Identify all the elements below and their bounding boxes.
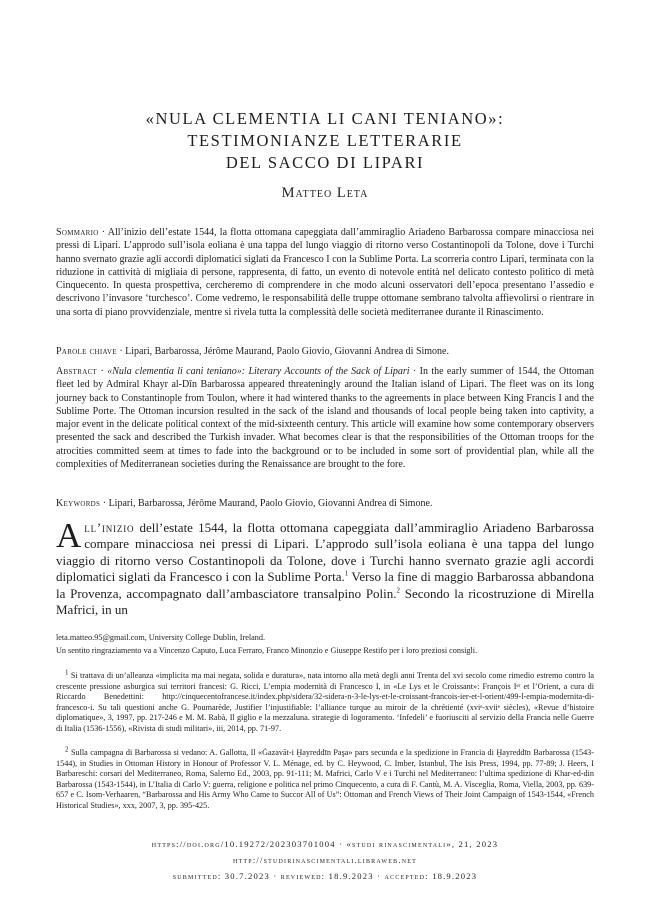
parole-chiave-line bbox=[56, 345, 594, 358]
sommario-text: · All’inizio dell’estate 1544, la flotta ottomana capeggiata dall’ammiraglio Ariadeno Barbarossa compare minacciosa nei pressi di Lipari. L’approdo sull’isola eoliana è una tappa del lungo viaggio di ritorno verso Costantinopoli da Tolone, dove i Turchi hanno svernato grazie agli accordi diplomatici siglati da Francesco I con la Sublime Porta. La scorreria contro Lipari, terminata con la riduzione in cattività di migliaia di persone, rappresenta, di fatto, un evento di notevole entità nel delicato contesto politico di metà Cinquecento. In questa prospettiva, cercheremo di comprendere in che modo alcuni osservatori dell’epoca presentano l’assedio e descrivono l’invasore ‘turchesco’. Come vedremo, le responsabilità delle truppe ottomane sembrano talvolta affievolirsi o rientrare in una sorta di piano provvidenziale, mentre si rivela tutta la complessità delle società mediterranee durante il Rinascimento. bbox=[56, 227, 594, 318]
footnote-1 bbox=[56, 668, 594, 735]
keywords-line bbox=[56, 497, 594, 510]
sommario-label: Sommario bbox=[56, 227, 99, 238]
footnote-2-text: Sulla campagna di Barbarossa si vedano: A. Gallotta, Il «Ġazavāt-i Ḫayreddīn Paşa» pars secunda e la spedizione in Francia di Ḫayreddīn Barbarossa (1543-1544), in Studies in Ottoman History in Honour of Professor V. L. Ménage, ed. by C. Heywood, C. Imber, Istanbul, The Isis Press, 1994, pp. 77-89; J. Heers, I Barbareschi: corsari del Mediterraneo, Roma, Salerno Ed., 2003, pp. 91-111; M. Mafrici, Carlo V e i Turchi nel Mediterraneo: l’ultima spedizione di Khar-ed-din Barbarossa (1543-1544), in L’Italia di Carlo V: guerra, religione e politica nel primo Cinquecento, a cura di F. Cantù, M. A. Visceglia, Roma, Viella, 2003, pp. 639-657 e C. Isom-Verhaaren, “Barbarossa and His Army Who Came to Succor All of Us”: Ottoman and French Views of Their Joint Campaign of 1543-1544, «French Historical Studies», xxx, 2007, 3, pp. 395-425. bbox=[56, 748, 594, 810]
abstract-title: «Nula clementia li cani teniano»: Literary Accounts of the Sack of Lipari bbox=[107, 366, 410, 377]
body-lead-smallcaps: ll’inizio bbox=[84, 520, 135, 535]
body-text-1: dell’estate 1544, la flotta ottomana capeggiata dall’ammiraglio Ariadeno Barbarossa compare minacciosa nei pressi di Lipari. L’approdo sull’isola eoliana è una tappa del lungo viaggio di ritorno verso Costantinopoli da Tolone, dove i Turchi hanno svernato grazie agli accordi diplomatici siglati da Francesco i con la Sublime Porta. bbox=[56, 520, 594, 585]
sommario-paragraph bbox=[56, 226, 594, 319]
keywords-text: · Lipari, Barbarossa, Jérôme Maurand, Paolo Giovio, Giovanni Andrea di Simone. bbox=[100, 498, 433, 509]
body-text-3: Secondo la ricostruzione di Mirella Mafrici, in un bbox=[56, 585, 594, 618]
footnote-1-number: 1 bbox=[65, 668, 69, 677]
article-title bbox=[60, 108, 590, 174]
acknowledgements: Un sentito ringraziamento va a Vincenzo Caputo, Luca Ferraro, Franco Minonzio e Giuseppe Restifo per i loro preziosi consigli. bbox=[56, 646, 478, 655]
title-line-3: DEL SACCO DI LIPARI bbox=[225, 153, 425, 172]
title-line-2: TESTIMONIANZE LETTERARIE bbox=[187, 131, 463, 150]
body-paragraph bbox=[56, 516, 595, 618]
drop-cap: A bbox=[56, 516, 82, 555]
footnote-1-text: Si trattava di un’alleanza «implicita ma mai negata, solida e duratura», nata intorno alla metà degli anni Trenta del xvi secolo come rimedio estremo contro la crescente pressione asburgica sui territori francesi: G. Ricci, L’empia modernità di Francesco I, in «Le Lys et le Croissant»: François Iᵉʳ et l’Orient, a cura di Riccardo Benedettini: http://cinquecentofrancese.it/index.php/sidera/32-sidera-n-3-le-lys-et-le-croissant-francois-ier-et-l-orient/499-l-empia-modernita-di-francesco-i. Su tali questioni anche G. Poumarède, Justifier l’injustifiable: l’alliance turque au miroir de la chrétienté (xviᵉ-xviiᵉ siècles), «Revue d’histoire diplomatique», 3, 1997, pp. 217-246 e M. M. Rabà, Il giglio e la mezzaluna. strategie di logoramento. ‘Infedeli’ e fuoriusciti al servizio della Francia nelle Guerre di Italia (1536-1556), «Rivista di studi militari», iii, 2014, pp. 71-97. bbox=[56, 671, 594, 733]
footer-dates: submitted: 30.7.2023 · reviewed: 18.9.2023 · accepted: 18.9.2023 bbox=[172, 871, 478, 881]
footnote-ref-2[interactable]: 2 bbox=[396, 586, 401, 595]
title-line-1: «NULA CLEMENTIA LI CANI TENIANO»: bbox=[145, 109, 505, 128]
abstract-paragraph: Abstract · «Nula clementia li cani teniano»: Literary Accounts of the Sack of Lipari · In the early summer of 1544, the Ottoman fleet led by Admiral Khayr al-Dīn Barbarossa appeared threateningly around the Italian island of Lipari. The fleet was on its long journey back to Constantinople from Toulon, where it had wintered thanks to the agreements in place between King Francis I and the Sublime Porte. The Ottoman incursion resulted in the sack of the island and thousands of local people being taken into captivity, a major event in the delicate political context of the mid-sixteenth century. This article will examine how some contemporary observers presented the sack and described the Turkish invader. What becomes clear is that the responsibilities of the Ottoman troops for the atrocities committed seem at times to fade into the background or to be included in some sort of providential plan, while all the complexities of Mediterranean societies during the Renaissance are brought to the fore. bbox=[56, 366, 594, 471]
author-email: leta.matteo.95@gmail.com, University College Dublin, Ireland. bbox=[56, 633, 265, 642]
keywords-label: Keywords bbox=[56, 498, 101, 509]
parole-chiave-label: Parole chiave bbox=[56, 346, 117, 357]
body-text-2: Verso la fine di maggio Barbarossa abbandona la Provenza, accompagnato dall’ambasciatore transalpino Polin. bbox=[56, 569, 595, 601]
parole-chiave-text: · Lipari, Barbarossa, Jérôme Maurand, Paolo Giovio, Giovanni Andrea di Simone. bbox=[116, 346, 449, 357]
footer-doi[interactable]: https://doi.org/10.19272/202303701004 · «studi rinascimentali», 21, 2023 bbox=[151, 839, 499, 849]
footnote-2 bbox=[56, 745, 594, 812]
abstract-text: · In the early summer of 1544, the Ottoman fleet led by Admiral Khayr al-Dīn Barbarossa appeared threateningly around the Italian island of Lipari. The fleet was on its long journey back to Constantinople from Toulon, where it had wintered thanks to the agreements in place between King Francis I and the Sublime Porte. The Ottoman incursion resulted in the sack of the island and thousands of local people being taken into captivity, a major event in the delicate political context of the mid-sixteenth century. This article will examine how some contemporary observers presented the sack and described the Turkish invader. What becomes clear is that the responsibilities of the Ottoman troops for the atrocities committed seem at times to fade into the background or to be included in some sort of providential plan, while all the complexities of Mediterranean societies during the Renaissance are brought to the fore. bbox=[56, 366, 594, 471]
abstract-label: Abstract bbox=[56, 366, 98, 377]
footer-url[interactable]: http://studirinascimentali.libraweb.net bbox=[233, 855, 417, 865]
footnote-ref-1[interactable]: 1 bbox=[344, 569, 349, 578]
footnote-2-number: 2 bbox=[65, 745, 69, 754]
author-name: Matteo Leta bbox=[281, 185, 369, 201]
